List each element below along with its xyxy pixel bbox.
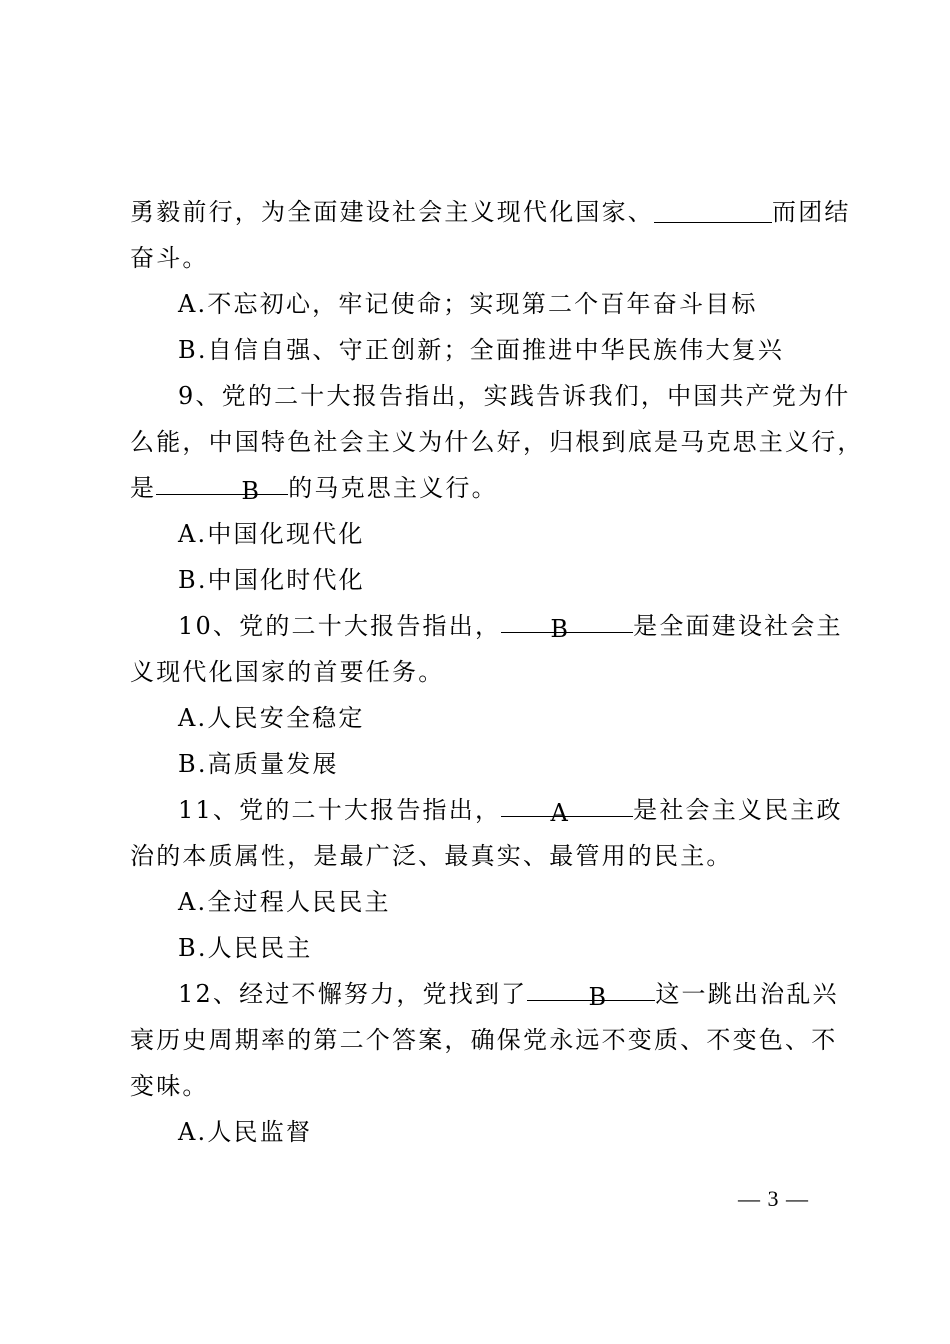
q11-line1-tail: 是社会主义民主政	[633, 796, 843, 824]
q10-line-1	[130, 603, 843, 649]
q12-line-1	[130, 971, 839, 1017]
q9-line-1: 9、党的二十大报告指出，实践告诉我们，中国共产党为什	[178, 382, 851, 410]
page-number: — 3 —	[738, 1186, 809, 1211]
q9-line3-head: 是	[130, 474, 157, 502]
q11-line-2: 治的本质属性，是最广泛、最真实、最管用的民主。	[130, 842, 733, 870]
q11-option-b: B.人民民主	[178, 934, 313, 962]
q11-option-a: A.全过程人民民主	[178, 888, 391, 916]
q9-answer-blank	[156, 468, 288, 505]
q9-line3-tail: 的马克思主义行。	[288, 474, 498, 502]
q9-answer: B	[241, 477, 260, 505]
q11-line-1	[130, 787, 843, 833]
page-content	[130, 189, 864, 1155]
q9-line-3	[130, 465, 835, 511]
q8-option-b: B.自信自强、守正创新；全面推进中华民族伟大复兴	[178, 336, 785, 364]
q8-line-2: 奋斗。	[130, 244, 209, 272]
q8-line1-text: 勇毅前行，为全面建设社会主义现代化国家、	[130, 198, 654, 226]
q10-option-b: B.高质量发展	[178, 750, 339, 778]
q12-line1-tail: 这一跳出治乱兴	[655, 980, 839, 1008]
q10-line1-tail: 是全面建设社会主	[633, 612, 843, 640]
q8-line1-tail: 而团结	[772, 198, 851, 226]
q10-option-a: A.人民安全稳定	[178, 704, 365, 732]
q12-line-2: 衰历史周期率的第二个答案，确保党永远不变质、不变色、不	[130, 1026, 838, 1054]
q11-answer-blank	[501, 790, 633, 827]
q12-option-a: A.人民监督	[178, 1118, 313, 1146]
q12-answer-blank	[527, 974, 655, 1011]
q10-line1-head: 10、党的二十大报告指出，	[178, 612, 502, 640]
q8-option-a: A.不忘初心，牢记使命；实现第二个百年奋斗目标	[178, 290, 758, 318]
q12-line1-head: 12、经过不懈努力，党找到了	[178, 980, 528, 1008]
q10-line-2: 义现代化国家的首要任务。	[130, 658, 445, 686]
q8-line-1	[130, 189, 851, 235]
q9-option-a: A.中国化现代化	[178, 520, 365, 548]
q9-line-2: 么能，中国特色社会主义为什么好，归根到底是马克思主义行，	[130, 428, 864, 456]
q11-line1-head: 11、党的二十大报告指出，	[178, 796, 502, 824]
q12-line-3: 变味。	[130, 1072, 209, 1100]
q10-answer: B	[550, 615, 568, 643]
q11-answer: A	[550, 799, 568, 827]
q10-answer-blank	[501, 606, 633, 643]
q12-answer: B	[588, 983, 607, 1011]
q8-answer-blank	[654, 196, 772, 223]
q9-option-b: B.中国化时代化	[178, 566, 365, 594]
